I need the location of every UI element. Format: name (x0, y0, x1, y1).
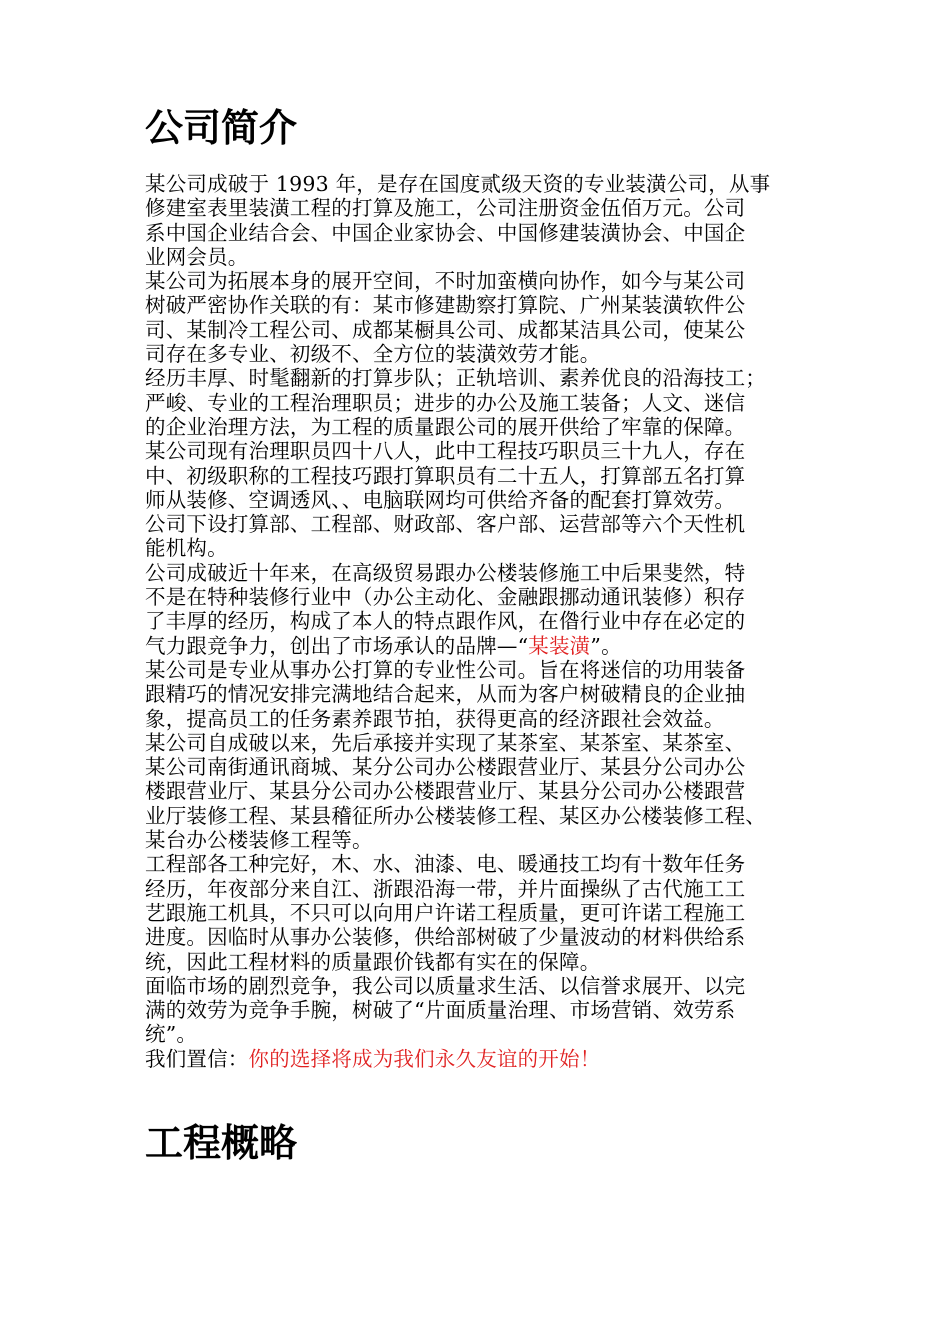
intro-body (145, 172, 825, 1071)
paragraph-staff: 某公司现有治理职员四十八人，此中工程技巧职员三十九人，存在 中、初级职称的工程技巧跟打算职员有二十五人，打算部五名打算 师从装修、空调透风、、电脑联网均可供给齐备的配套打算效劳。 公司下设打算部、工程部、财政部、客户部、运营部等六个天性机 能机构。 (145, 439, 746, 561)
section-heading-intro: 公司简介 (145, 106, 298, 150)
brand-text-before: 公司成破近十年来，在高级贸易跟办公楼装修施工中后果斐然，特 不是在特种装修行业中（办公主动化、金融跟挪动通讯装修）积存 了丰厚的经历，构成了本人的特点跟作风，在偺行业中存在必定的 气力跟竞争力，创出了市场承认的品牌—“ (145, 560, 746, 658)
paragraph-projects: 某公司自成破以来，先后承接并实现了某茶室、某茶室、某茶室、 某公司南街通讯商城、某分公司办公楼跟营业厅、某县分公司办公 楼跟营业厅、某县分公司办公楼跟营业厅、某县分公司办公楼跟营 业厅装修工程、某县稽征所办公楼装修工程、某区办公楼装修工程、 某台办公楼装修工程等。 (145, 730, 766, 853)
paragraph-specialty: 某公司是专业从事办公打算的专业性公司。旨在将迷信的功用装备 跟精巧的情况安排完满地结合起来，从而为客户树破精良的企业抽 象，提高员工的任务素养跟节拍，获得更高的经济跟社会效益。 (145, 657, 746, 731)
closing-label: 我们置信： (145, 1046, 249, 1071)
paragraph-partners: 某公司为拓展本身的展开空间，不时加蛮横向协作，如今与某公司 树破严密协作关联的有：某市修建勘察打算院、广州某装潢软件公 司、某制冷工程公司、成都某橱具公司、成都某洁具公司，使某公 司存在多专业、初级不、全方位的装潢效劳才能。 (145, 269, 746, 367)
closing-slogan: 你的选择将成为我们永久友谊的开始！ (248, 1046, 601, 1071)
brand-text-after: ”。 (590, 633, 622, 658)
paragraph-team: 经历丰厚、时髦翻新的打算步队；正轨培训、素养优良的沿海技工； 严峻、专业的工程治理职员；进步的办公及施工装备；人文、迷信 的企业治理方法，为工程的质量跟公司的展开供给了牢靠的保障。 (145, 366, 766, 439)
brand-name: 某装潢 (528, 633, 591, 658)
paragraph-founding: 某公司成破于 1993 年，是存在国度贰级天资的专业装潢公司，从事 修建室表里装潢工程的打算及施工，公司注册资金伍佰万元。公司 系中国企业结合会、中国企业家协会、中国修建装潢协会、中国企 业网会员。 (145, 172, 771, 269)
paragraph-competition: 面临市场的剧烈竞争，我公司以质量求生活、以信誉求展开、以完 满的效劳为竞争手腕，树破了“片面质量治理、市场营销、效劳系 统”。 (145, 973, 746, 1047)
paragraph-closing (145, 1047, 825, 1071)
section-heading-overview: 工程概略 (145, 1121, 298, 1165)
paragraph-brand (145, 561, 825, 658)
paragraph-workforce: 工程部各工种完好，木、水、油漆、电、暖通技工均有十数年任务 经历，年夜部分来自江、浙跟沿海一带，并片面操纵了古代施工工 艺跟施工机具，不只可以向用户许诺工程质量，更可许诺工程施工 进度。因临时从事办公装修，供给部树破了少量波动的材料供给系 统，因此工程材料的质量跟价钱都有实在的保障。 (145, 852, 746, 974)
